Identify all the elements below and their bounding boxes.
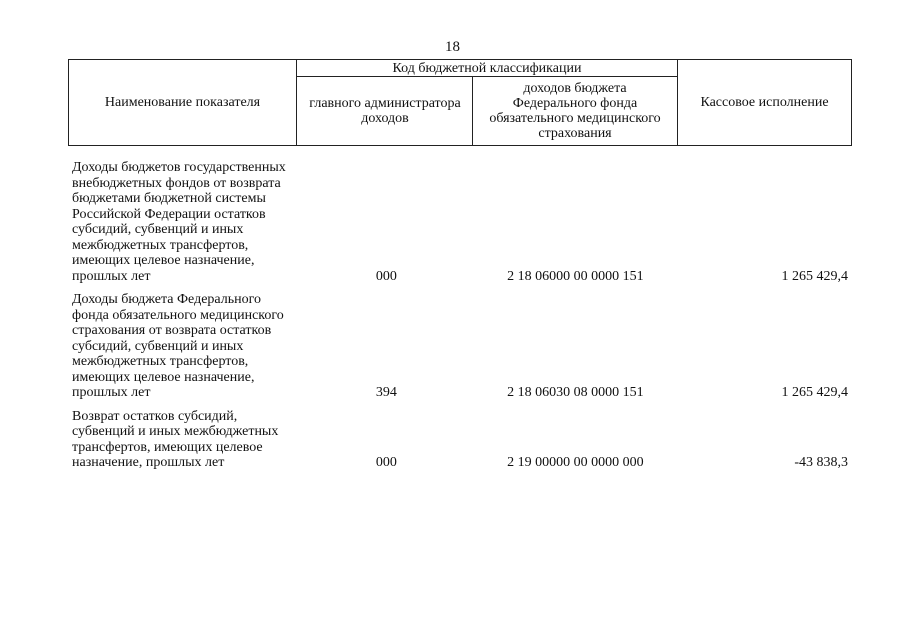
row-cash-execution: -43 838,3	[794, 455, 848, 470]
row-admin-code: 394	[375, 385, 397, 400]
row-indicator-name: Возврат остатков субсидий, субвенций и иных межбюджетных трансфертов, имеющих целевое назначение, прошлых лет	[72, 408, 279, 470]
row-indicator-name: Доходы бюджета Федерального фонда обязательного медицинского страхования от возврата остатков субсидий, субвенций и иных межбюджетных трансфертов, имеющих целевое назначение, прошлых лет	[72, 292, 284, 400]
header-border-right	[851, 59, 852, 146]
table-header	[68, 59, 852, 146]
header-indicator-name: Наименование показателя	[104, 95, 261, 110]
header-cash-execution: Кассовое исполнение	[700, 95, 829, 110]
row-income-code: 2 18 06000 00 0000 151	[507, 268, 644, 284]
table-body	[68, 160, 852, 479]
row-income-code: 2 18 06030 08 0000 151	[507, 385, 644, 400]
row-cash-execution: 1 265 429,4	[781, 268, 848, 284]
header-main-administrator: главного администратора доходов	[309, 96, 461, 126]
page-number: 18	[445, 39, 460, 55]
row-income-code: 2 19 00000 00 0000 000	[507, 455, 644, 470]
row-cash-execution: 1 265 429,4	[781, 385, 848, 400]
table-row	[68, 160, 852, 284]
header-budget-classification-code: Код бюджетной классификации	[392, 60, 582, 76]
table-row	[68, 292, 852, 401]
row-admin-code: 000	[375, 268, 397, 284]
table-row	[68, 409, 852, 471]
header-border-bottom	[68, 145, 852, 146]
header-fund-income: доходов бюджета Федерального фонда обязательного медицинского страхования	[489, 81, 661, 141]
row-indicator-name: Доходы бюджетов государственных внебюджетных фондов от возврата бюджетами бюджетной системы Российской Федерации остатков субсидий, субвенций и иных межбюджетных трансфертов, имеющих целевое назначение, прошлых лет	[72, 160, 286, 284]
row-admin-code: 000	[375, 455, 397, 470]
header-divider-2	[472, 76, 473, 146]
